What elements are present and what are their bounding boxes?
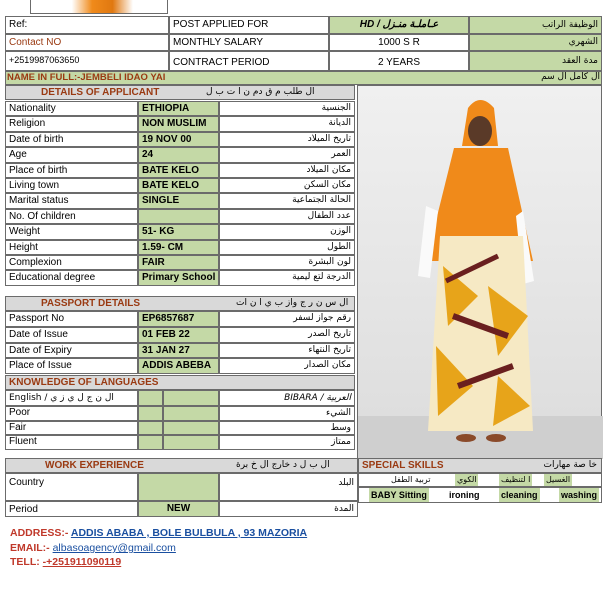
work-title-text: WORK EXPERIENCE bbox=[45, 460, 144, 471]
passport-row-value: EP6857687 bbox=[138, 311, 219, 327]
passport-title-ar: ال س ن ر ج واز ب ي ا ن ات bbox=[236, 298, 349, 308]
details-row-ar: الديانة bbox=[219, 116, 355, 131]
skills-title-text: SPECIAL SKILLS bbox=[362, 460, 444, 471]
details-row-label: Educational degree bbox=[5, 270, 138, 285]
passport-row-ar: تاريخ النتهاء bbox=[219, 343, 355, 359]
details-row-label: Weight bbox=[5, 224, 138, 239]
details-row-ar: لون البشرة bbox=[219, 255, 355, 270]
language-level-arabic bbox=[163, 421, 219, 436]
skill-ar-4: الغسيل bbox=[546, 475, 571, 484]
tel-line bbox=[10, 556, 121, 568]
details-row-label: Complexion bbox=[5, 255, 138, 270]
applicant-photo bbox=[357, 85, 602, 458]
passport-row-ar: تاريخ الصدر bbox=[219, 327, 355, 343]
tel-link[interactable]: -+251911090119 bbox=[42, 556, 122, 568]
skills-title-ar: خا صة مهارات bbox=[543, 460, 597, 470]
details-row-value: NON MUSLIM bbox=[138, 116, 219, 131]
language-level-english bbox=[138, 406, 163, 421]
full-name: NAME IN FULL:-JEMBELI IDAO YAI bbox=[5, 71, 602, 85]
skill-washing: washing bbox=[561, 490, 598, 500]
post-ar: الوظيفة الراتب bbox=[469, 16, 602, 34]
country-ar: البلد bbox=[219, 473, 358, 501]
country-label: Country bbox=[5, 473, 138, 501]
details-row-ar: تاريخ الميلاد bbox=[219, 132, 355, 147]
work-title-ar: ال ب ل د خارج ال خ برة bbox=[236, 460, 330, 470]
skill-cleaning: cleaning bbox=[501, 490, 538, 500]
details-row-value: ETHIOPIA bbox=[138, 101, 219, 116]
language-level-label: Poor bbox=[5, 406, 138, 421]
skill-ar-2: الكوي bbox=[457, 475, 477, 484]
arabic-label: BIBARA / العربية bbox=[219, 390, 355, 406]
address-value[interactable]: ADDIS ABABA , BOLE BULBULA , 93 MAZORIA bbox=[70, 527, 308, 539]
address-label: ADDRESS:- bbox=[10, 527, 69, 539]
passport-row-ar: رقم جواز لسفر bbox=[219, 311, 355, 327]
language-level-ar: ممتاز bbox=[219, 435, 355, 450]
period-value: NEW bbox=[138, 501, 219, 517]
top-photo-strip bbox=[30, 0, 168, 14]
details-row-label: Date of birth bbox=[5, 132, 138, 147]
passport-title bbox=[5, 296, 355, 311]
skill-ironing: ironing bbox=[449, 490, 480, 500]
email-link[interactable]: albasoagency@gmail.com bbox=[52, 542, 176, 554]
passport-row-value: 01 FEB 22 bbox=[138, 327, 219, 343]
full-name-ar: ال كامل ال سم bbox=[541, 72, 600, 82]
contract-ar: مدة العقد bbox=[469, 51, 602, 71]
details-row-ar: مكان الميلاد bbox=[219, 163, 355, 178]
contact-value: +2519987063650 bbox=[5, 51, 169, 71]
details-row-label: No. Of children bbox=[5, 209, 138, 224]
details-row-ar: عدد الطفال bbox=[219, 209, 355, 224]
english-value-2 bbox=[163, 390, 219, 406]
details-row-ar: مكان السكن bbox=[219, 178, 355, 193]
language-level-label: Fair bbox=[5, 421, 138, 436]
address-line bbox=[10, 527, 307, 539]
tel-label: TELL: bbox=[10, 556, 40, 568]
skill-ar-3: ا لتنظيف bbox=[501, 475, 531, 484]
applicant-figure bbox=[358, 86, 603, 459]
details-row-ar: الجنسية bbox=[219, 101, 355, 116]
period-label: Period bbox=[5, 501, 138, 517]
passport-row-label: Passport No bbox=[5, 311, 138, 327]
period-ar: المدة bbox=[219, 501, 358, 517]
salary-ar: الشهري bbox=[469, 34, 602, 51]
details-row-label: Place of birth bbox=[5, 163, 138, 178]
post-value: HD / عـاملـة منـزل bbox=[329, 16, 469, 34]
passport-row-value: ADDIS ABEBA bbox=[138, 358, 219, 374]
english-value bbox=[138, 390, 163, 406]
details-row-label: Marital status bbox=[5, 193, 138, 208]
language-level-english bbox=[138, 435, 163, 450]
details-title-text: DETAILS OF APPLICANT bbox=[41, 87, 160, 98]
skills-title bbox=[358, 458, 602, 473]
details-row-ar: العمر bbox=[219, 147, 355, 162]
languages-title: KNOWLEDGE OF LANGUAGES bbox=[5, 375, 355, 390]
details-row-label: Height bbox=[5, 240, 138, 255]
details-title-ar: ال طلب م ق دم ن ا ت ب ل bbox=[206, 87, 315, 97]
contract-value: 2 YEARS bbox=[329, 51, 469, 71]
email-label: EMAIL:- bbox=[10, 542, 50, 554]
post-label: POST APPLIED FOR bbox=[169, 16, 329, 34]
passport-title-text: PASSPORT DETAILS bbox=[41, 298, 141, 309]
email-line bbox=[10, 542, 176, 554]
details-row-value bbox=[138, 209, 219, 224]
passport-row-ar: مكان الصدار bbox=[219, 358, 355, 374]
language-level-arabic bbox=[163, 406, 219, 421]
details-row-label: Living town bbox=[5, 178, 138, 193]
passport-row-label: Date of Issue bbox=[5, 327, 138, 343]
work-title bbox=[5, 458, 358, 473]
language-level-label: Fluent bbox=[5, 435, 138, 450]
passport-row-label: Place of Issue bbox=[5, 358, 138, 374]
details-row-value: FAIR bbox=[138, 255, 219, 270]
skills-ar-row bbox=[358, 473, 602, 487]
language-level-ar: وسط bbox=[219, 421, 355, 436]
details-row-label: Age bbox=[5, 147, 138, 162]
details-row-value: BATE KELO bbox=[138, 178, 219, 193]
skill-baby-sitting: BABY Sitting bbox=[371, 490, 427, 500]
details-row-value: 19 NOV 00 bbox=[138, 132, 219, 147]
details-row-value: 51- KG bbox=[138, 224, 219, 239]
language-level-english bbox=[138, 421, 163, 436]
country-value bbox=[138, 473, 219, 501]
passport-row-label: Date of Expiry bbox=[5, 343, 138, 359]
contract-label: CONTRACT PERIOD bbox=[169, 51, 329, 71]
details-row-ar: الحالة الجتماعية bbox=[219, 193, 355, 208]
details-title bbox=[5, 85, 355, 100]
details-row-value: 24 bbox=[138, 147, 219, 162]
contact-label: Contact NO bbox=[5, 34, 169, 51]
language-level-ar: الشيء bbox=[219, 406, 355, 421]
skills-row bbox=[358, 487, 602, 503]
ref-label: Ref: bbox=[5, 16, 169, 34]
details-row-ar: الدرجة لتع ليمية bbox=[219, 270, 355, 285]
language-level-arabic bbox=[163, 435, 219, 450]
details-row-label: Nationality bbox=[5, 101, 138, 116]
salary-label: MONTHLY SALARY bbox=[169, 34, 329, 51]
details-row-ar: الوزن bbox=[219, 224, 355, 239]
passport-row-value: 31 JAN 27 bbox=[138, 343, 219, 359]
details-row-value: Primary School bbox=[138, 270, 219, 285]
skill-ar-1: تربية الطفل bbox=[391, 475, 431, 484]
details-row-value: 1.59- CM bbox=[138, 240, 219, 255]
salary-value: 1000 S R bbox=[329, 34, 469, 51]
details-row-value: BATE KELO bbox=[138, 163, 219, 178]
english-label: English / ال ن ج ل ي ز ي bbox=[5, 390, 138, 406]
details-row-label: Religion bbox=[5, 116, 138, 131]
details-row-value: SINGLE bbox=[138, 193, 219, 208]
details-row-ar: الطول bbox=[219, 240, 355, 255]
